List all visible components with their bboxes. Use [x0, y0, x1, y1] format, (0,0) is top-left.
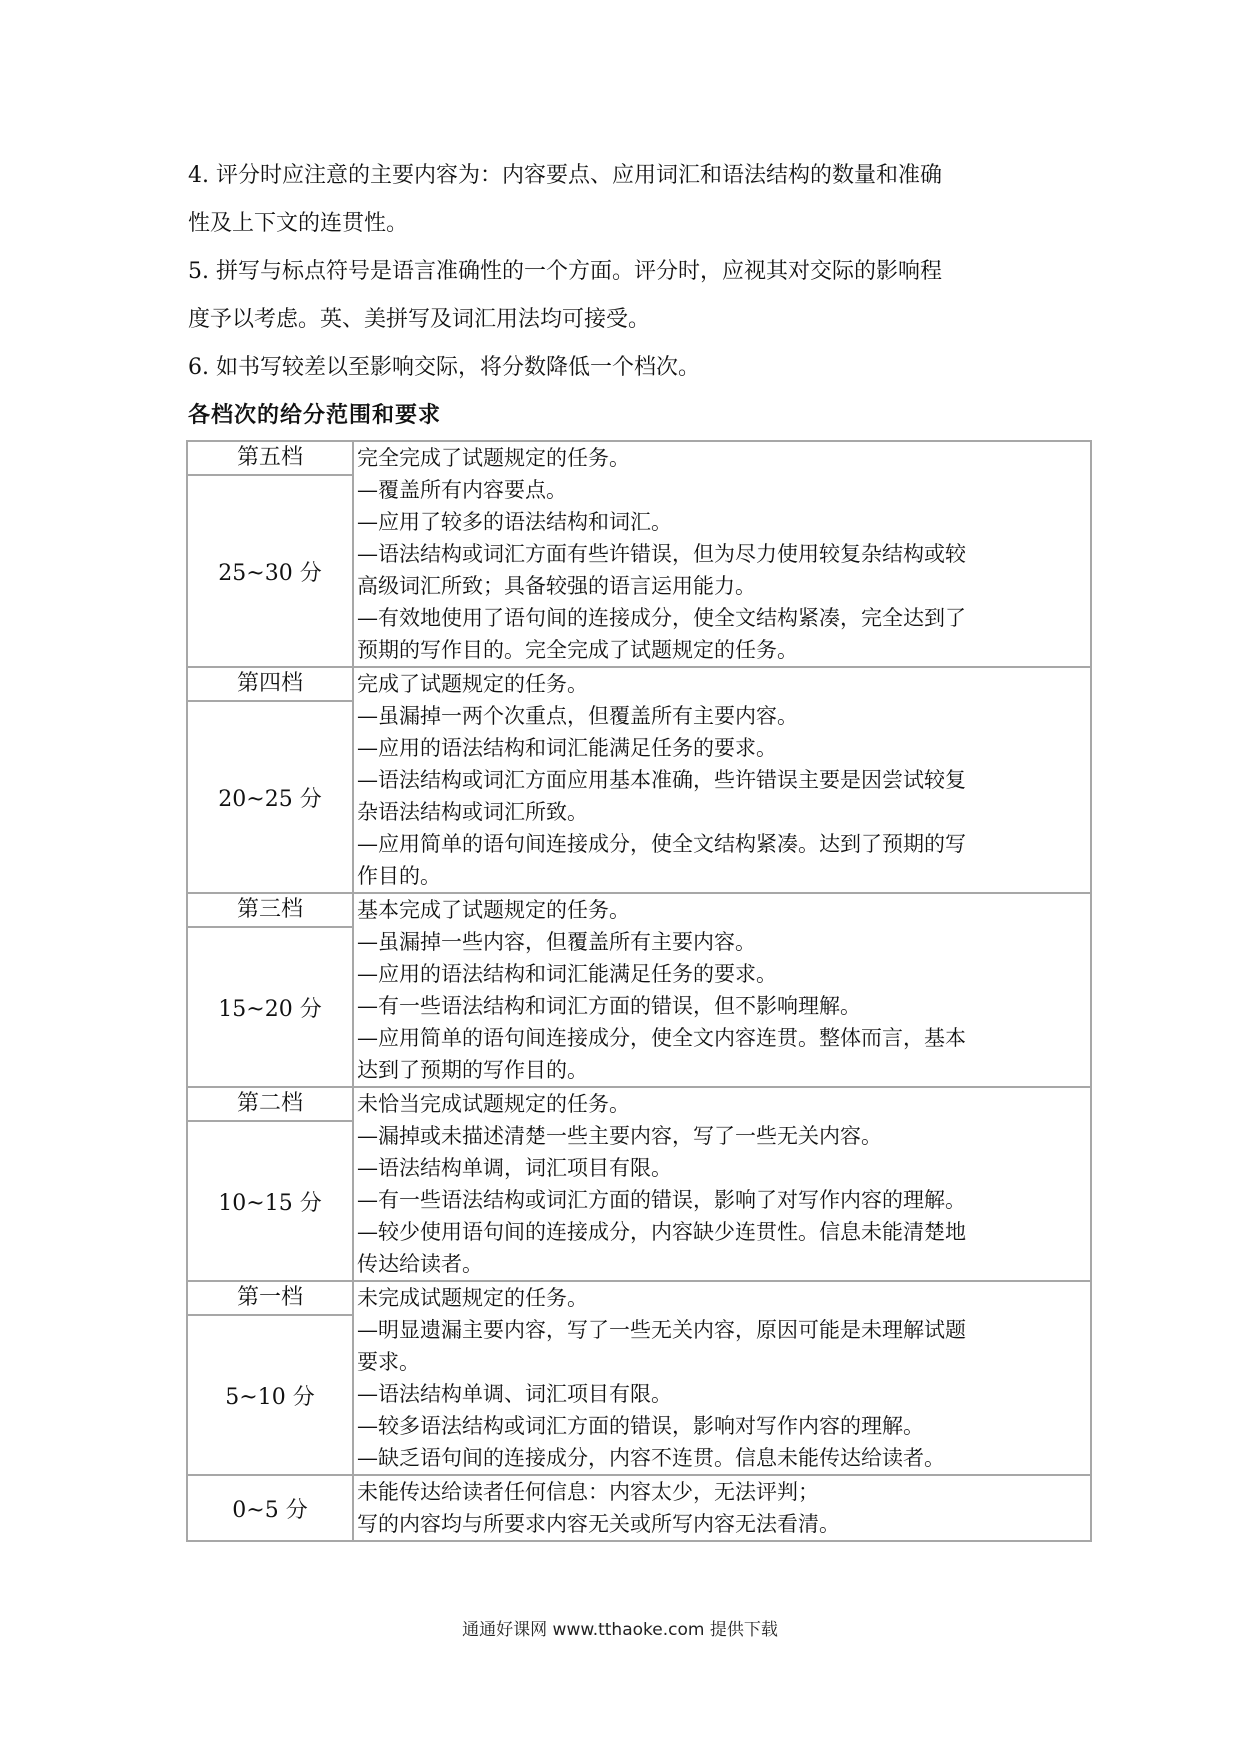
grade-header-row: [187, 1281, 1091, 1315]
grade-level: 第四档: [187, 667, 353, 701]
grade-detail-line: —语法结构或词汇方面有些许错误，但为尽力使用较复杂结构或较: [357, 542, 966, 566]
grade-description: [353, 1087, 1091, 1281]
grade-summary: 未恰当完成试题规定的任务。: [357, 1092, 630, 1116]
grade-detail-line: —缺乏语句间的连接成分，内容不连贯。信息未能传达给读者。: [357, 1446, 945, 1470]
grade-summary: 完成了试题规定的任务。: [357, 672, 588, 696]
grade-header-row: [187, 667, 1091, 701]
note-line: 性及上下文的连贯性。: [188, 211, 409, 236]
grade-detail-line: —有一些语法结构或词汇方面的错误，影响了对写作内容的理解。: [357, 1188, 966, 1212]
score-range: 15~20 分: [187, 927, 353, 1087]
grade-level: 第一档: [187, 1281, 353, 1315]
grade-detail-line: —语法结构单调，词汇项目有限。: [357, 1156, 672, 1180]
grade-description: [353, 441, 1091, 667]
note-line: 4. 评分时应注意的主要内容为：内容要点、应用词汇和语法结构的数量和准确: [188, 163, 942, 188]
grade-detail-line: —有一些语法结构和词汇方面的错误，但不影响理解。: [357, 994, 861, 1018]
grade-detail-line: —漏掉或未描述清楚一些主要内容，写了一些无关内容。: [357, 1124, 882, 1148]
grade-detail-line: —较少使用语句间的连接成分，内容缺少连贯性。信息未能清楚地: [357, 1220, 966, 1244]
grade-detail-line: —应用了较多的语法结构和词汇。: [357, 510, 672, 534]
grade-detail-line: 写的内容均与所要求内容无关或所写内容无法看清。: [357, 1512, 840, 1536]
grade-detail-line: 达到了预期的写作目的。: [357, 1058, 588, 1082]
grade-summary: 基本完成了试题规定的任务。: [357, 898, 630, 922]
grade-detail-line: —较多语法结构或词汇方面的错误，影响对写作内容的理解。: [357, 1414, 924, 1438]
grade-detail-line: —覆盖所有内容要点。: [357, 478, 567, 502]
grade-description: [353, 1475, 1091, 1541]
grade-level: 第三档: [187, 893, 353, 927]
grade-header-row: [187, 1087, 1091, 1121]
grade-detail-line: —语法结构单调、词汇项目有限。: [357, 1382, 672, 1406]
grade-detail-line: —有效地使用了语句间的连接成分，使全文结构紧凑，完全达到了: [357, 606, 966, 630]
grade-summary: 完全完成了试题规定的任务。: [357, 446, 630, 470]
grade-detail-line: —应用简单的语句间连接成分，使全文结构紧凑。达到了预期的写: [357, 832, 966, 856]
grade-detail-line: —应用的语法结构和词汇能满足任务的要求。: [357, 962, 777, 986]
grade-detail-line: 预期的写作目的。完全完成了试题规定的任务。: [357, 638, 798, 662]
note-line: 5. 拼写与标点符号是语言准确性的一个方面。评分时，应视其对交际的影响程: [188, 259, 942, 284]
grading-table: [186, 440, 1092, 1542]
grade-summary: 未完成试题规定的任务。: [357, 1286, 588, 1310]
grade-header-row: [187, 441, 1091, 475]
score-range: 5~10 分: [187, 1315, 353, 1475]
score-range: 0~5 分: [187, 1475, 353, 1541]
grade-detail-line: 作目的。: [357, 864, 441, 888]
grade-detail-line: 要求。: [357, 1350, 420, 1374]
grade-detail-line: 杂语法结构或词汇所致。: [357, 800, 588, 824]
score-range: 20~25 分: [187, 701, 353, 893]
footer-credit: 通通好课网 www.tthaoke.com 提供下载: [462, 1620, 778, 1640]
section-heading: 各档次的给分范围和要求: [188, 403, 442, 428]
note-line: 度予以考虑。英、美拼写及词汇用法均可接受。: [188, 307, 651, 332]
note-line: 6. 如书写较差以至影响交际，将分数降低一个档次。: [188, 355, 700, 380]
grade-detail-line: —虽漏掉一两个次重点，但覆盖所有主要内容。: [357, 704, 798, 728]
grade-detail-line: —应用简单的语句间连接成分，使全文内容连贯。整体而言，基本: [357, 1026, 966, 1050]
grade-detail-line: —语法结构或词汇方面应用基本准确，些许错误主要是因尝试较复: [357, 768, 966, 792]
grade-detail-line: —虽漏掉一些内容，但覆盖所有主要内容。: [357, 930, 756, 954]
grade-description: [353, 1281, 1091, 1475]
score-range: 10~15 分: [187, 1121, 353, 1281]
score-range: 25~30 分: [187, 475, 353, 667]
scoring-notes: [188, 152, 1088, 392]
grade-detail-line: 未能传达给读者任何信息：内容太少，无法评判；: [357, 1480, 819, 1504]
grade-description: [353, 893, 1091, 1087]
grade-detail-line: 传达给读者。: [357, 1252, 483, 1276]
grade-description: [353, 667, 1091, 893]
grade-detail-line: —应用的语法结构和词汇能满足任务的要求。: [357, 736, 777, 760]
grade-detail-line: 高级词汇所致；具备较强的语言运用能力。: [357, 574, 756, 598]
grade-header-row: [187, 893, 1091, 927]
grade-level: 第五档: [187, 441, 353, 475]
grade-row-zero: [187, 1475, 1091, 1541]
grade-level: 第二档: [187, 1087, 353, 1121]
grade-detail-line: —明显遗漏主要内容，写了一些无关内容，原因可能是未理解试题: [357, 1318, 966, 1342]
